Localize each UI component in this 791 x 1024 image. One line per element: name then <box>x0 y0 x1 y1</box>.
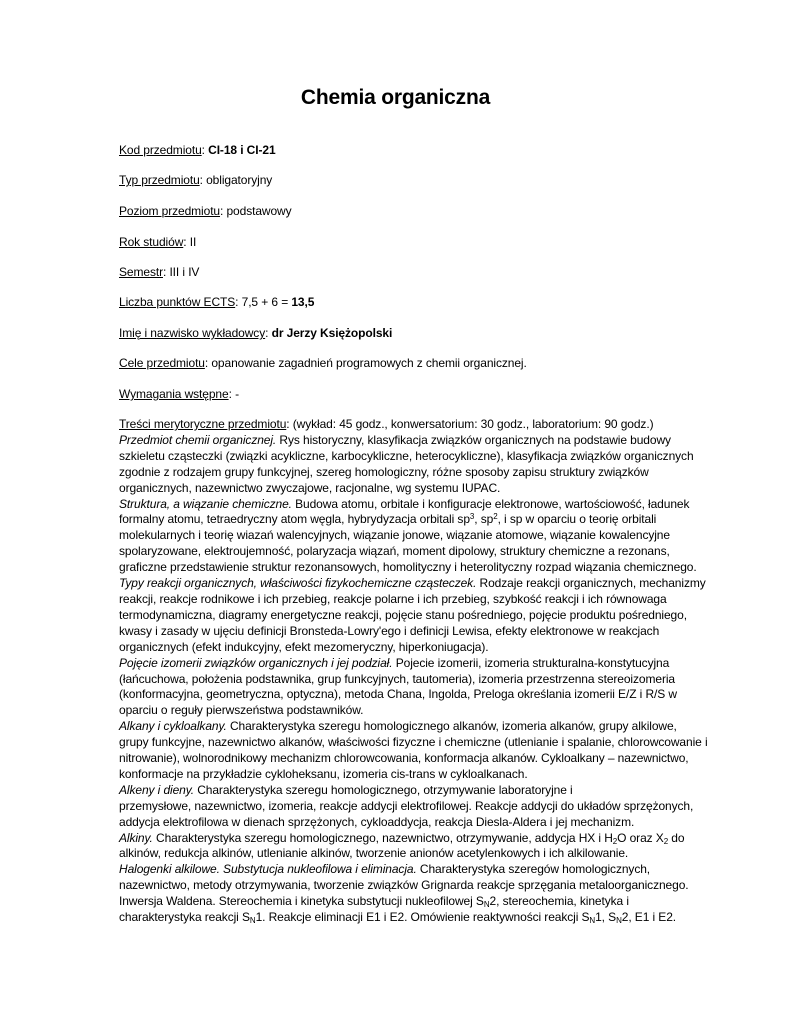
prerequisites-field: Wymagania wstępne: - <box>119 387 239 401</box>
text-line: Inwersja Waldena. Stereochemia i kinetyka substytucji nukleofilowej $S_N2$, stereochemia, kinetyka i <box>119 894 629 910</box>
study-year-field: Rok studiów: II <box>119 235 197 249</box>
lecturer-field: Imię i nazwisko wykładowcy: dr Jerzy Księżopolski <box>119 326 393 340</box>
field-value: III i IV <box>169 265 200 279</box>
course-code-field: Kod przedmiotu: CI-18 i CI-21 <box>119 143 276 157</box>
text-line: Alkiny. Charakterystyka szeregu homologicznego, nazewnictwo, otrzymywanie, addycja HX i $H_2O$ oraz $X_2$ do <box>119 830 685 846</box>
topic-title: Alkiny. <box>119 830 153 845</box>
field-value: - <box>235 387 239 401</box>
text-line: formalny atomu, tetraedryczny atom węgla, hybrydyzacja orbitali $sp^3$, $sp^2$, i sp w oparciu o teorię orbitali <box>119 512 657 527</box>
text-line: Alkeny i dieny. Charakterystyka szeregu homologicznego, otrzymywanie laboratoryjne i <box>119 782 573 797</box>
topic-title: Struktura, a wiązanie chemiczne. <box>119 496 292 511</box>
field-value: opanowanie zagadnień programowych z chemii organicznej. <box>211 356 527 370</box>
field-label: Semestr <box>119 265 163 279</box>
text-line: termodynamiczna, diagramy energetyczne reakcji, pojęcie stanu pośredniego, pojęcie produktu pośredniego, <box>119 607 687 622</box>
topic-title: Przedmiot chemii organicznej. <box>119 432 277 447</box>
course-type-field: Typ przedmiotu: obligatoryjny <box>119 173 273 187</box>
text-line: addycja elektrofilowa w dienach sprzężonych, cykloaddycja, reakcja Diesla-Aldera i jej mechanizm. <box>119 814 635 829</box>
ects-field: Liczba punktów ECTS: 7,5 + 6 = 13,5 <box>119 295 315 309</box>
text-line: reakcji, reakcje rodnikowe i ich przebieg, reakcje polarne i ich przebieg, szybkość reakcji i ich równowaga <box>119 591 667 606</box>
text-line: spolaryzowane, elektroujemność, polaryzacja wiązań, moment dipolowy, struktury chemiczne a rezonans, <box>119 544 670 559</box>
field-value: CI-18 i CI-21 <box>208 143 276 157</box>
field-label: Imię i nazwisko wykładowcy <box>119 326 266 340</box>
field-label: Rok studiów <box>119 235 184 249</box>
course-goals-field: Cele przedmiotu: opanowanie zagadnień programowych z chemii organicznej. <box>119 356 527 370</box>
field-label: Typ przedmiotu <box>119 173 200 187</box>
text-line: Alkany i cykloalkany. Charakterystyka szeregu homologicznego alkanów, izomeria alkanów, grupy alkilowe, <box>119 719 677 734</box>
field-label: Kod przedmiotu <box>119 143 202 157</box>
field-label: Wymagania wstępne <box>119 387 229 401</box>
semester-field: Semestr: III i IV <box>119 265 200 279</box>
field-label: Cele przedmiotu <box>119 356 205 370</box>
topic-title: Pojęcie izomerii związków organicznych i jej podział. <box>119 655 393 670</box>
field-label: Liczba punktów ECTS <box>119 295 236 309</box>
text-line: nitrowanie), wolnorodnikowy mechanizm chlorowcowania, konformacja alkanów. Cykloalkany – nazewnictwo, <box>119 751 689 766</box>
text-line: nazewnictwo, metody otrzymywania, tworzenie związków Grignarda reakcje sprzęgania metaloorganicznego. <box>119 878 689 893</box>
text-line: konformacje na przykładzie cykloheksanu, izomeria cis-trans w cykloalkanach. <box>119 766 528 781</box>
topic-title: Halogenki alkilowe. Substytucja nukleofilowa i eliminacja. <box>119 862 417 877</box>
topic-title: Alkeny i dieny. <box>119 782 194 797</box>
text-line: grupy funkcyjne, nazewnictwo alkanów, właściwości fizyczne i chemiczne (utlenianie i spalanie, chlorowcowanie i <box>119 735 708 750</box>
field-value: podstawowy <box>226 204 292 218</box>
content-label: Treści merytoryczne przedmiotu <box>119 417 287 431</box>
text-line: zgodnie z rodzajem grupy funkcyjnej, szereg homologiczny, różne sposoby zapisu struktury związków <box>119 464 649 479</box>
course-level-field: Poziom przedmiotu: podstawowy <box>119 204 292 218</box>
document-title: Chemia organiczna <box>300 86 491 109</box>
text-line: kwasy i zasady w ujęciu definicji Bronsteda-Lowry'ego i definicji Lewisa, efekty elektronowe w reakcjach <box>119 623 660 638</box>
field-value: obligatoryjny <box>206 173 273 187</box>
text-line: Typy reakcji organicznych, właściwości fizykochemiczne cząsteczek. Rodzaje reakcji organicznych, mechanizmy <box>119 576 706 591</box>
text-line: organicznych (efekt indukcyjny, efekt mezomeryczny, hiperkoniugacja). <box>119 639 489 654</box>
text-line: Przedmiot chemii organicznej. Rys historyczny, klasyfikacja związków organicznych na podstawie budowy <box>119 432 671 447</box>
text-line: graficzne przedstawienie struktur rezonansowych, homolityczny i heterolityczny rozpad wiązania chemicznego. <box>119 560 697 575</box>
text-line: Halogenki alkilowe. Substytucja nukleofilowa i eliminacja. Charakterystyka szeregów homologicznych, <box>119 862 651 877</box>
text-line: przemysłowe, nazewnictwo, izomeria, reakcje addycji elektrofilowej. Reakcje addycji do układów sprzężonych, <box>119 798 694 813</box>
field-value: dr Jerzy Księżopolski <box>271 326 393 340</box>
field-value: II <box>189 235 197 249</box>
content-heading-line: Treści merytoryczne przedmiotu: (wykład: 45 godz., konwersatorium: 30 godz., laboratorium: 90 godz.) <box>119 417 654 431</box>
text-line: charakterystyka reakcji $S_N1$. Reakcje eliminacji E1 i E2. Omówienie reaktywności reakcji $S_N1$, $S_N2$, E1 i E2. <box>119 910 677 926</box>
text-line: organicznych, nazewnictwo zwyczajowe, racjonalne, wg systemu IUPAC. <box>119 480 501 495</box>
text-line: molekularnych i teorię wiazań walencyjnych, wiązanie jonowe, wiązanie atomowe, wiązanie kowalencyjne <box>119 528 670 543</box>
topic-title: Typy reakcji organicznych, właściwości fizykochemiczne cząsteczek. <box>119 576 477 591</box>
course-content-section <box>119 417 708 926</box>
text-line: oparciu o reguły pierwszeństwa podstawników. <box>119 703 364 718</box>
text-line: (konformacyjna, geometryczna, optyczna), metoda Chana, Ingolda, Preloga określania izomerii E/Z i R/S w <box>119 687 677 702</box>
text-line: szkieletu cząsteczki (związki acykliczne, karbocykliczne, heterocykliczne), klasyfikacja związków organicznych <box>119 448 694 463</box>
topic-title: Alkany i cykloalkany. <box>119 719 227 734</box>
text-line: Struktura, a wiązanie chemiczne. Budowa atomu, orbitale i konfiguracje elektronowe, wartościowość, ładunek <box>119 496 690 511</box>
text-line: alkinów, redukcja alkinów, utlenianie alkinów, tworzenie anionów acetylenkowych i ich alkilowanie. <box>119 846 629 861</box>
text-line: (łańcuchowa, położenia podstawnika, grup funkcyjnych, tautomeria), izomeria przestrzenna stereoizomeria <box>119 671 675 686</box>
field-label: Poziom przedmiotu <box>119 204 221 218</box>
field-value: 13,5 <box>291 295 315 309</box>
text-line: Pojęcie izomerii związków organicznych i jej podział. Pojecie izomerii, izomeria strukturalna-konstytucyjna <box>119 655 670 670</box>
